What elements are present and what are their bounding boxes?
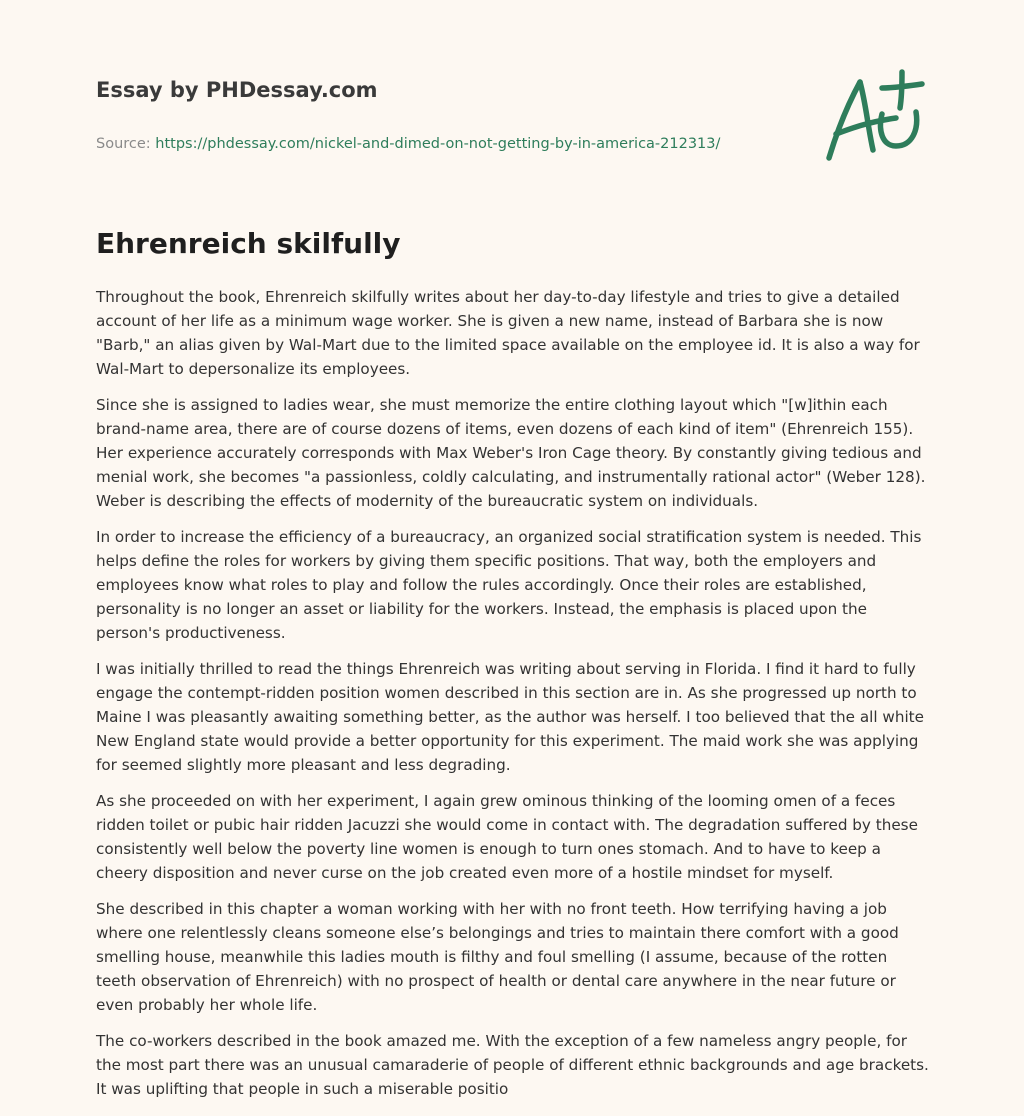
- essay-paragraph: In order to increase the efficiency of a bureaucracy, an organized social stratification system is needed. This helps define the roles for workers by giving them specific positions. That way, both the employers and employees know what roles to play and follow the rules accordingly. Once their roles are established, personality is no longer an asset or liability for the workers. Instead, the emphasis is placed upon the person's productiveness.: [96, 528, 922, 642]
- essay-paragraph: I was initially thrilled to read the things Ehrenreich was writing about serving in Florida. I find it hard to fully engage the contempt-ridden position women described in this section are in. As she progressed up north to Maine I was pleasantly awaiting something better, as the author was herself. I too believed that the all white New England state would provide a better opportunity for this experiment. The maid work she was applying for seemed slightly more pleasant and less degrading.: [96, 660, 924, 774]
- site-brand: Essay by PHDessay.com: [96, 78, 378, 102]
- essay-paragraph: Throughout the book, Ehrenreich skilfully writes about her day-to-day lifestyle and tries to give a detailed account of her life as a minimum wage worker. She is given a new name, instead of Barbara she is now "Barb," an alias given by Wal-Mart due to the limited space available on the employee id. It is also a way for Wal-Mart to depersonalize its employees.: [96, 288, 920, 378]
- essay-paragraph: The co-workers described in the book amazed me. With the exception of a few nameless angry people, for the most part there was an unusual camaraderie of people of different ethnic backgrounds and age brackets. It was uplifting that people in such a miserable positio: [96, 1032, 929, 1098]
- a-plus-logo-icon: [818, 66, 930, 166]
- essay-paragraph: She described in this chapter a woman working with her with no front teeth. How terrifying having a job where one relentlessly cleans someone else’s belongings and tries to maintain there comfort with a good smelling house, meanwhile this ladies mouth is filthy and foul smelling (I assume, because of the rotten teeth observation of Ehrenreich) with no prospect of health or dental care anywhere in the near future or even probably her whole life.: [96, 900, 899, 1014]
- source-line: [96, 134, 796, 154]
- essay-paragraph: As she proceeded on with her experiment, I again grew ominous thinking of the looming omen of a feces ridden toilet or pubic hair ridden Jacuzzi she would come in contact with. The degradation suffered by these consistently well below the poverty line women is enough to turn ones stomach. And to have to keep a cheery disposition and never curse on the job created even more of a hostile mindset for myself.: [96, 792, 918, 882]
- source-label: Source:: [96, 136, 151, 152]
- essay-header: [96, 76, 796, 154]
- source-link[interactable]: https://phdessay.com/nickel-and-dimed-on-not-getting-by-in-america-212313/: [155, 136, 721, 152]
- essay-body: [96, 285, 932, 1113]
- essay-paragraph: Since she is assigned to ladies wear, she must memorize the entire clothing layout which "[w]ithin each brand-name area, there are of course dozens of items, even dozens of each kind of item" (Ehrenreich 155). Her experience accurately corresponds with Max Weber's Iron Cage theory. By constantly giving tedious and menial work, she becomes "a passionless, coldly calculating, and instrumentally rational actor" (Weber 128). Weber is describing the effects of modernity of the bureaucratic system on individuals.: [96, 396, 926, 510]
- essay-title: Ehrenreich skilfully: [96, 227, 401, 260]
